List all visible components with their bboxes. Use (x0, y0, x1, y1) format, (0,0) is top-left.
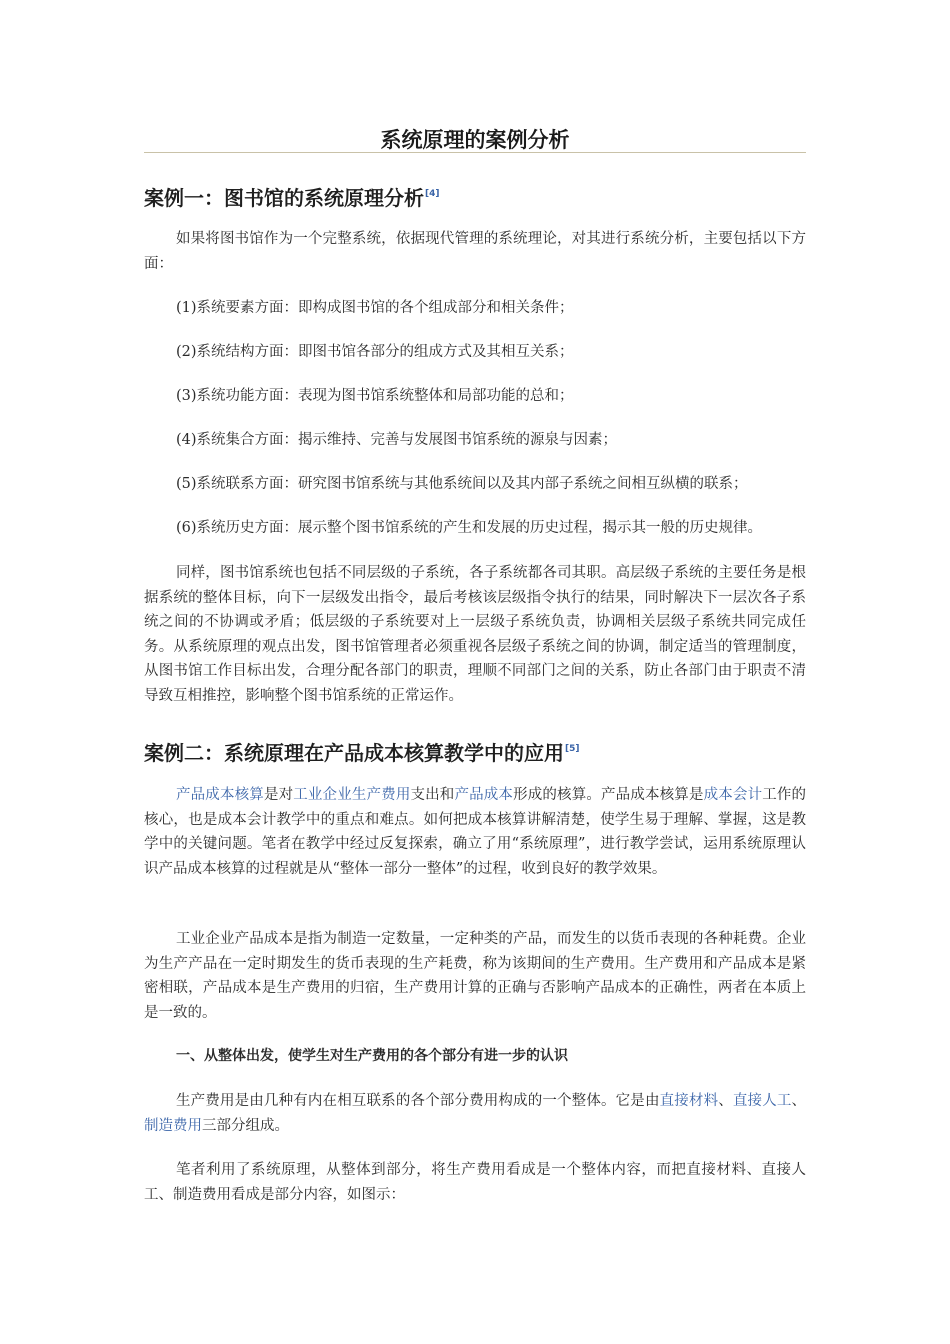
case1-summary: 同样，图书馆系统也包括不同层级的子系统，各子系统都各司其职。高层级子系统的主要任务是根据系统的整体目标，向下一层级发出指令，最后考核该层级指令执行的结果，同时解决下一层次各子系统之间的不协调或矛盾；低层级的子系统要对上一层级子系统负责，协调相关层级子系统共同完成任务。从系统原理的观点出发，图书馆管理者必须重视各层级子系统之间的协调，制定适当的管理制度，从图书馆工作目标出发，合理分配各部门的职责，理顺不同部门之间的关系，防止各部门由于职责不清导致互相推控，影响整个图书馆系统的正常运作。 (144, 565, 806, 704)
text-segment: 形成的核算。产品成本核算是 (513, 787, 704, 803)
link-direct-labor[interactable]: 直接人工 (732, 1093, 792, 1109)
text-segment: 、 (791, 1093, 807, 1109)
list-item: (3)系统功能方面：表现为图书馆系统整体和局部功能的总和； (176, 388, 574, 404)
link-product-cost[interactable]: 产品成本 (454, 787, 514, 803)
case2-paragraph-4: 笔者利用了系统原理，从整体到部分，将生产费用看成是一个整体内容，而把直接材料、直接人工、制造费用看成是部分内容，如图示： (144, 1162, 806, 1203)
case2-heading (144, 737, 580, 766)
case2-paragraph-2: 工业企业产品成本是指为制造一定数量，一定种类的产品，而发生的以货币表现的各种耗费。企业为生产产品在一定时期发生的货币表现的生产耗费，称为该期间的生产费用。生产费用和产品成本是紧密相联，产品成本是生产费用的归宿，生产费用计算的正确与否影响产品成本的正确性，两者在本质上是一致的。 (144, 931, 806, 1021)
text-segment: 工作的核心，也是成本会计教学中的重点和难点。如何把成本核算讲解清楚，使学生易于理解、掌握，这是教学中的关键问题。笔者在教学中经过反复探索，确立了用“系统原理”，进行教学尝试，运用系统原理认识产品成本核算的过程就是从“整体一部分一整体”的过程，收到良好的教学效果。 (144, 787, 807, 877)
list-item: (6)系统历史方面：展示整个图书馆系统的产生和发展的历史过程，揭示其一般的历史规律。 (176, 520, 763, 536)
case2-subheading: 一、从整体出发，使学生对生产费用的各个部分有进一步的认识 (176, 1048, 568, 1064)
text-segment: 、 (718, 1093, 733, 1109)
page-title: 系统原理的案例分析 (380, 128, 570, 152)
link-industrial-production-cost[interactable]: 工业企业生产费用 (293, 787, 411, 803)
list-item: (2)系统结构方面：即图书馆各部分的组成方式及其相互关系； (176, 344, 574, 360)
list-item: (4)系统集合方面：揭示维持、完善与发展图书馆系统的源泉与因素； (176, 432, 618, 448)
text-segment: 生产费用是由几种有内在相互联系的各个部分费用构成的一个整体。它是由 (176, 1093, 660, 1109)
case1-reference-link[interactable]: [4] (425, 189, 440, 199)
list-item: (5)系统联系方面：研究图书馆系统与其他系统间以及其内部子系统之间相互纵横的联系； (176, 476, 748, 492)
case2-reference-link[interactable]: [5] (565, 744, 580, 754)
link-cost-accounting[interactable]: 成本会计 (703, 787, 763, 803)
case1-heading-text: 案例一：图书馆的系统原理分析 (144, 186, 424, 210)
case1-heading (144, 182, 440, 211)
case2-paragraph-1 (144, 783, 806, 881)
list-item: (1)系统要素方面：即构成图书馆的各个组成部分和相关条件； (176, 300, 574, 316)
link-direct-materials[interactable]: 直接材料 (659, 1093, 719, 1109)
text-segment: 三部分组成。 (202, 1117, 289, 1134)
case1-intro: 如果将图书馆作为一个完整系统，依据现代管理的系统理论，对其进行系统分析，主要包括以下方面： (144, 231, 806, 272)
text-segment: 是对 (263, 787, 294, 803)
case2-paragraph-3 (144, 1089, 806, 1138)
link-manufacturing-overhead[interactable]: 制造费用 (144, 1117, 202, 1134)
link-product-cost-accounting[interactable]: 产品成本核算 (176, 787, 264, 803)
text-segment: 支出和 (410, 787, 455, 803)
title-divider (144, 152, 806, 153)
case2-heading-text: 案例二：系统原理在产品成本核算教学中的应用 (144, 741, 564, 765)
